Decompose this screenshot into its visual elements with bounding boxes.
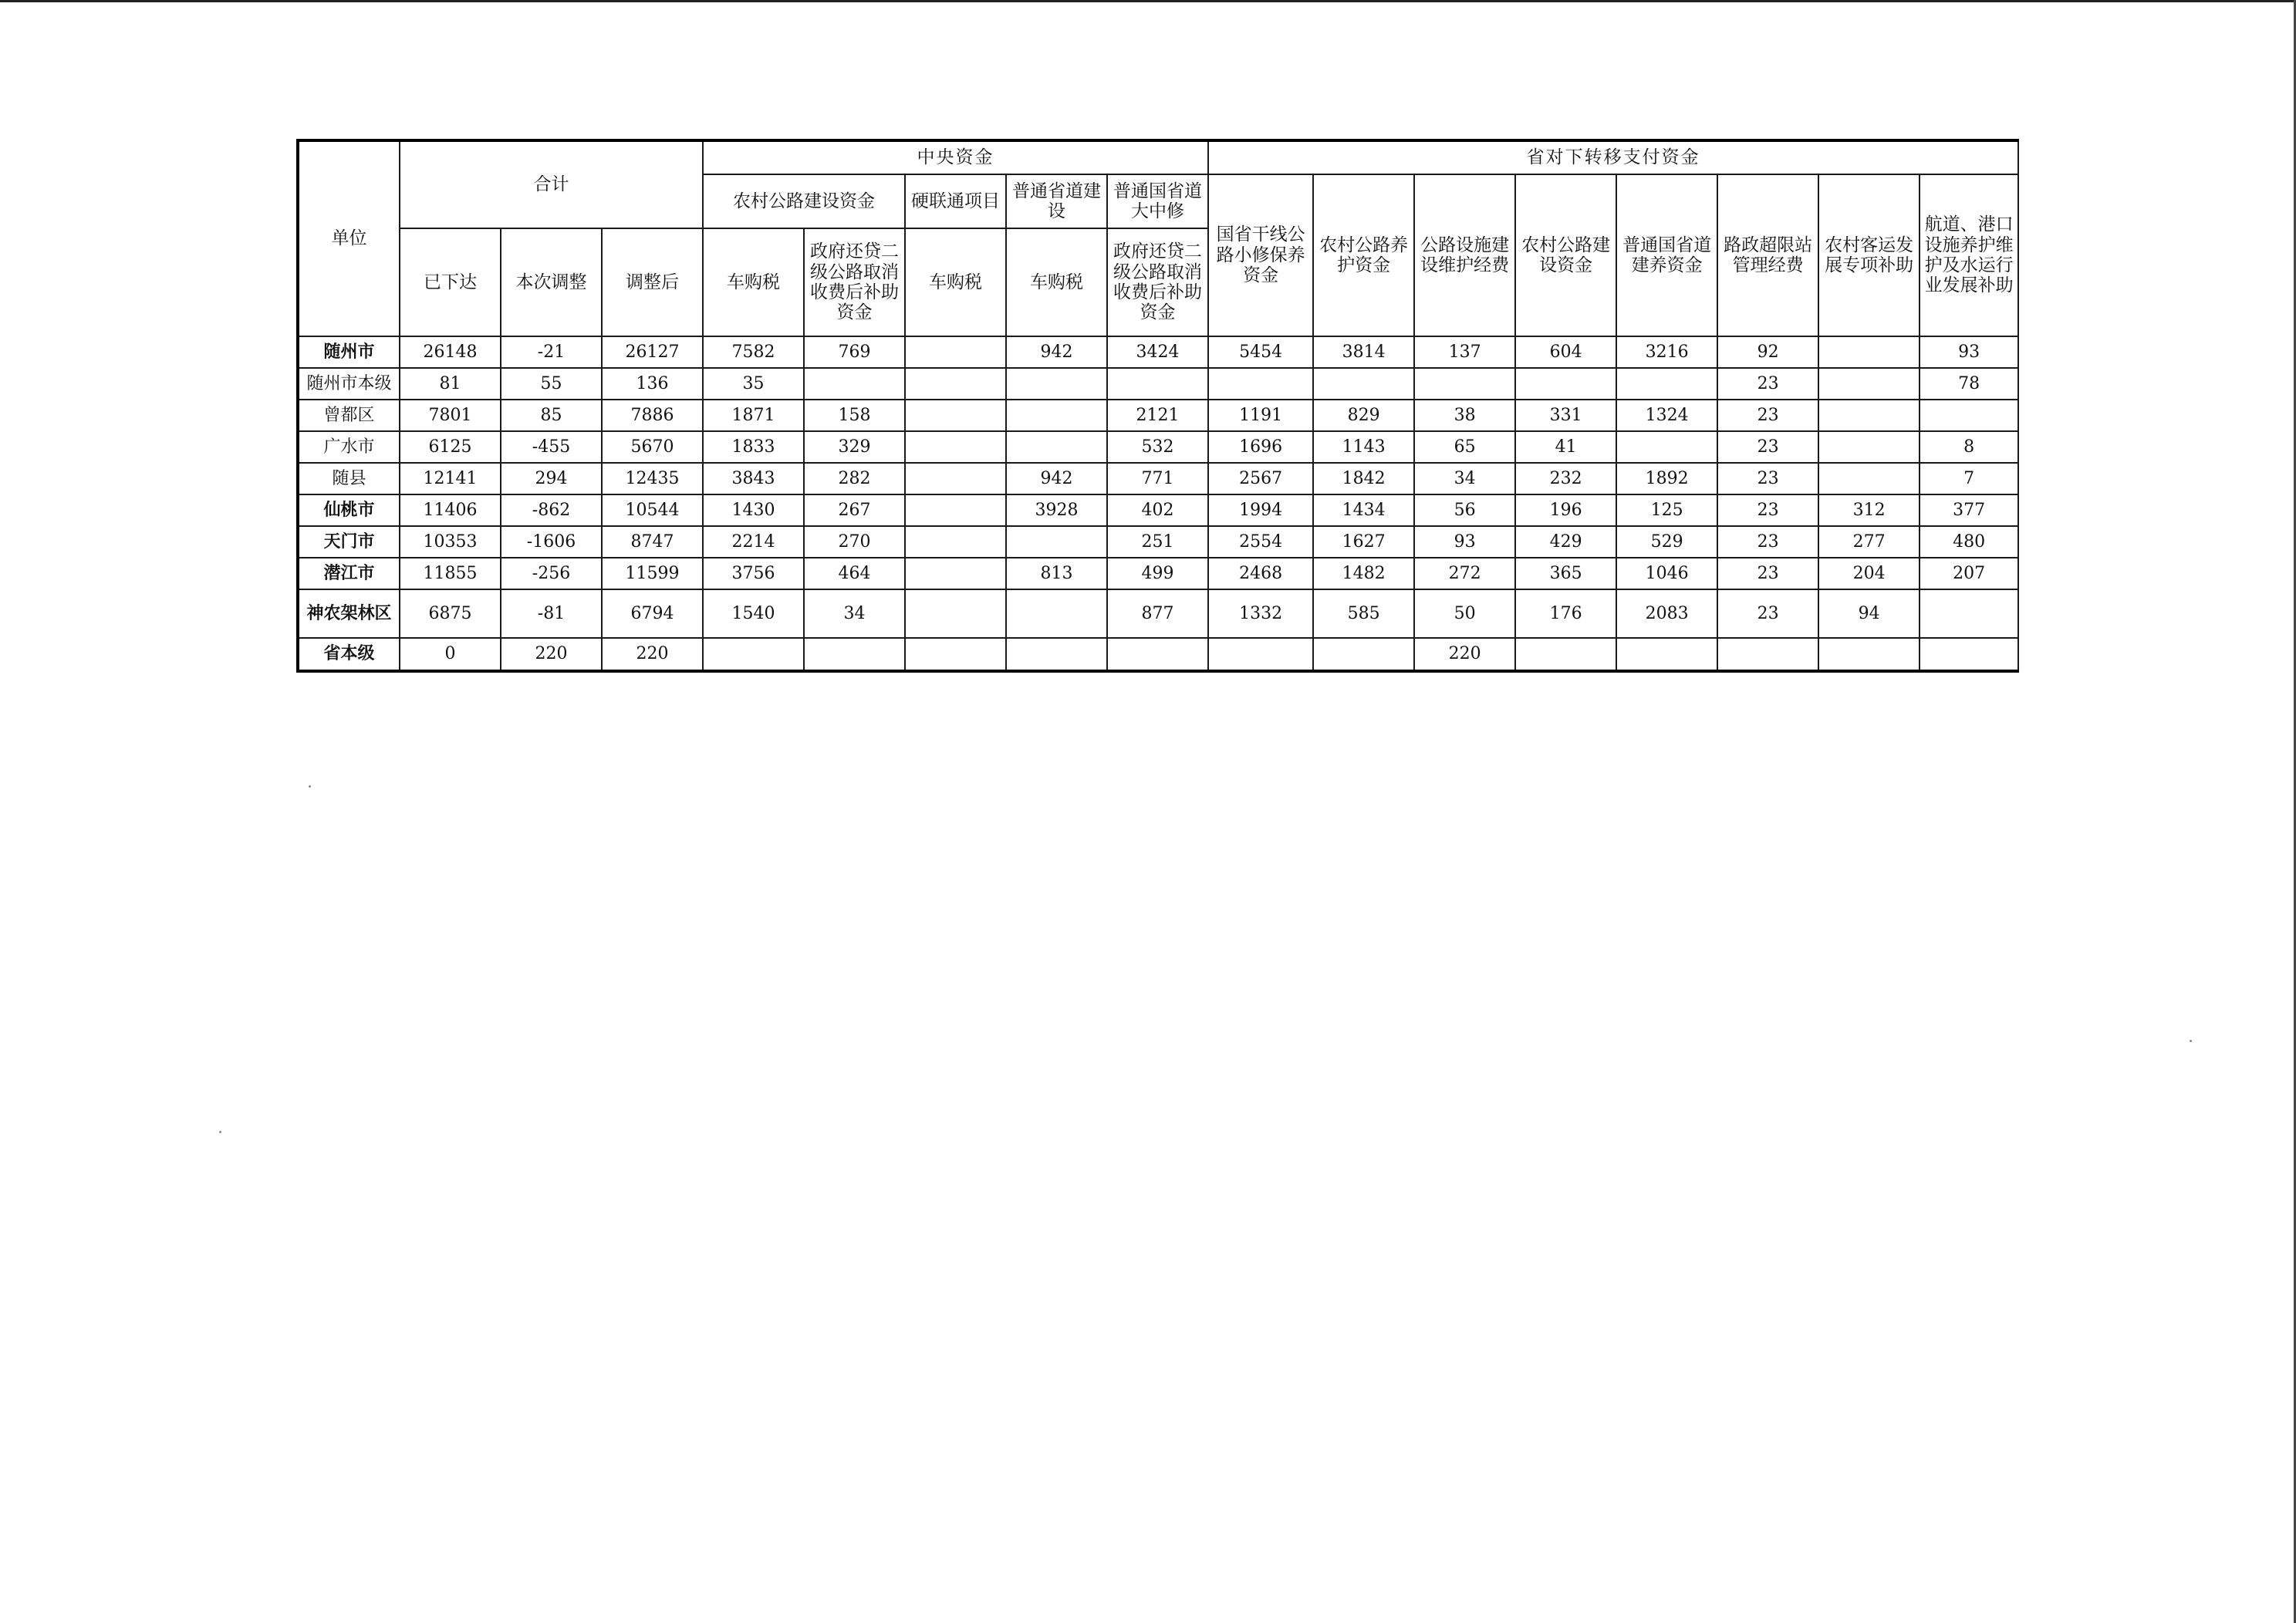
table-cell xyxy=(1920,638,2018,671)
table-cell: 429 xyxy=(1515,526,1616,558)
table-cell: 12435 xyxy=(602,463,703,494)
table-cell: 23 xyxy=(1717,368,1818,400)
table-cell: 176 xyxy=(1515,589,1616,638)
table-cell xyxy=(1208,638,1313,671)
table-cell: 1046 xyxy=(1616,558,1717,589)
table-cell: 5670 xyxy=(602,431,703,463)
table-cell xyxy=(1818,638,1920,671)
table-cell: 480 xyxy=(1920,526,2018,558)
header-provincial-vehicle-tax: 车购税 xyxy=(1006,228,1107,336)
header-national-loan-subsidy: 政府还贷二级公路取消收费后补助资金 xyxy=(1107,228,1208,336)
table-cell: 829 xyxy=(1313,400,1414,431)
row-unit-name: 随州市本级 xyxy=(298,368,400,400)
table-cell: 12141 xyxy=(400,463,501,494)
table-cell xyxy=(1616,431,1717,463)
header-road-facility-maintenance: 公路设施建设维护经费 xyxy=(1414,174,1515,336)
table-cell xyxy=(804,638,905,671)
table-cell: 1191 xyxy=(1208,400,1313,431)
table-cell: 38 xyxy=(1414,400,1515,431)
table-cell: 6125 xyxy=(400,431,501,463)
row-unit-name: 天门市 xyxy=(298,526,400,558)
table-cell: 769 xyxy=(804,336,905,368)
table-cell xyxy=(804,368,905,400)
scan-edge-top xyxy=(0,0,2296,2)
table-row xyxy=(298,400,2018,431)
row-unit-name: 广水市 xyxy=(298,431,400,463)
table-cell: 7582 xyxy=(703,336,804,368)
table-cell: 331 xyxy=(1515,400,1616,431)
table-cell: 23 xyxy=(1717,589,1818,638)
table-cell xyxy=(905,463,1006,494)
table-cell xyxy=(1006,431,1107,463)
table-row xyxy=(298,638,2018,671)
table-cell: 5454 xyxy=(1208,336,1313,368)
table-cell: 1332 xyxy=(1208,589,1313,638)
table-cell xyxy=(905,431,1006,463)
table-cell xyxy=(1818,336,1920,368)
row-unit-name: 省本级 xyxy=(298,638,400,671)
table-cell: 11406 xyxy=(400,494,501,526)
table-cell: 3928 xyxy=(1006,494,1107,526)
table-cell: 10353 xyxy=(400,526,501,558)
table-cell: -455 xyxy=(501,431,602,463)
table-cell xyxy=(1107,638,1208,671)
table-cell: 2554 xyxy=(1208,526,1313,558)
table-cell xyxy=(905,336,1006,368)
table-cell: 1324 xyxy=(1616,400,1717,431)
table-cell: 2567 xyxy=(1208,463,1313,494)
table-cell: -862 xyxy=(501,494,602,526)
table-row xyxy=(298,526,2018,558)
header-province-transfer-funds: 省对下转移支付资金 xyxy=(1208,140,2018,174)
fund-allocation-table xyxy=(296,139,2019,673)
header-rural-road-construction: 农村公路建设资金 xyxy=(703,174,905,228)
table-cell: 1842 xyxy=(1313,463,1414,494)
table-row xyxy=(298,589,2018,638)
header-issued: 已下达 xyxy=(400,228,501,336)
header-central-funds: 中央资金 xyxy=(703,140,1208,174)
table-cell: 1482 xyxy=(1313,558,1414,589)
table-cell xyxy=(1313,638,1414,671)
table-cell: 3756 xyxy=(703,558,804,589)
table-cell xyxy=(1920,589,2018,638)
table-cell xyxy=(1313,368,1414,400)
table-cell: 2121 xyxy=(1107,400,1208,431)
table-cell xyxy=(1006,526,1107,558)
table-cell xyxy=(905,589,1006,638)
table-cell xyxy=(1515,638,1616,671)
table-cell: 267 xyxy=(804,494,905,526)
header-overload-station-funds: 路政超限站管理经费 xyxy=(1717,174,1818,336)
table-cell: 50 xyxy=(1414,589,1515,638)
table-cell xyxy=(1818,368,1920,400)
table-cell: 270 xyxy=(804,526,905,558)
table-cell: 1540 xyxy=(703,589,804,638)
table-cell: 329 xyxy=(804,431,905,463)
table-cell: 1696 xyxy=(1208,431,1313,463)
header-rural-loan-subsidy: 政府还贷二级公路取消收费后补助资金 xyxy=(804,228,905,336)
table-cell xyxy=(905,638,1006,671)
header-national-road-maintenance: 普通国省道建养资金 xyxy=(1616,174,1717,336)
table-cell: 23 xyxy=(1717,494,1818,526)
table-cell: 1434 xyxy=(1313,494,1414,526)
table-cell: 94 xyxy=(1818,589,1920,638)
table-cell: 942 xyxy=(1006,336,1107,368)
table-cell: 464 xyxy=(804,558,905,589)
table-cell: 23 xyxy=(1717,431,1818,463)
table-cell xyxy=(1818,463,1920,494)
table-cell: 125 xyxy=(1616,494,1717,526)
table-cell: 1430 xyxy=(703,494,804,526)
table-cell: -81 xyxy=(501,589,602,638)
table-cell: 81 xyxy=(400,368,501,400)
table-cell xyxy=(1107,368,1208,400)
row-unit-name: 神农架林区 xyxy=(298,589,400,638)
table-cell: 529 xyxy=(1616,526,1717,558)
table-cell: 10544 xyxy=(602,494,703,526)
table-cell: 7886 xyxy=(602,400,703,431)
scan-speck xyxy=(219,1131,221,1133)
table-cell: 1833 xyxy=(703,431,804,463)
table-cell: 377 xyxy=(1920,494,2018,526)
table-row xyxy=(298,336,2018,368)
table-cell: 3814 xyxy=(1313,336,1414,368)
table-cell: 294 xyxy=(501,463,602,494)
table-cell xyxy=(905,558,1006,589)
table-cell: 771 xyxy=(1107,463,1208,494)
table-cell: 7 xyxy=(1920,463,2018,494)
table-cell: 6875 xyxy=(400,589,501,638)
scan-speck xyxy=(309,785,311,788)
header-rural-bus-subsidy: 农村客运发展专项补助 xyxy=(1818,174,1920,336)
header-total: 合计 xyxy=(400,140,703,228)
table-row xyxy=(298,558,2018,589)
table-cell xyxy=(905,494,1006,526)
table-row xyxy=(298,368,2018,400)
table-cell: 23 xyxy=(1717,400,1818,431)
table-cell: -1606 xyxy=(501,526,602,558)
table-cell: 136 xyxy=(602,368,703,400)
table-cell: 1143 xyxy=(1313,431,1414,463)
table-cell: 65 xyxy=(1414,431,1515,463)
table-cell: 8 xyxy=(1920,431,2018,463)
table-cell: 207 xyxy=(1920,558,2018,589)
table-cell: 277 xyxy=(1818,526,1920,558)
table-cell: 220 xyxy=(1414,638,1515,671)
row-unit-name: 曾都区 xyxy=(298,400,400,431)
header-hard-link-project: 硬联通项目 xyxy=(905,174,1006,228)
header-general-provincial-road: 普通省道建设 xyxy=(1006,174,1107,228)
table-cell: 11855 xyxy=(400,558,501,589)
table-cell: 7801 xyxy=(400,400,501,431)
header-general-national-repair: 普通国省道大中修 xyxy=(1107,174,1208,228)
table-cell: 3424 xyxy=(1107,336,1208,368)
table-cell: 220 xyxy=(602,638,703,671)
table-cell: 532 xyxy=(1107,431,1208,463)
table-cell: 813 xyxy=(1006,558,1107,589)
table-cell: 251 xyxy=(1107,526,1208,558)
table-cell: 137 xyxy=(1414,336,1515,368)
table-row xyxy=(298,463,2018,494)
table-cell: 85 xyxy=(501,400,602,431)
table-cell: 92 xyxy=(1717,336,1818,368)
table-cell: 11599 xyxy=(602,558,703,589)
table-cell: 1871 xyxy=(703,400,804,431)
header-rural-road-construction-prov: 农村公路建设资金 xyxy=(1515,174,1616,336)
table-cell: 585 xyxy=(1313,589,1414,638)
table-cell xyxy=(1208,368,1313,400)
table-cell: 0 xyxy=(400,638,501,671)
table-cell xyxy=(1414,368,1515,400)
table-cell: 1627 xyxy=(1313,526,1414,558)
table-cell xyxy=(1515,368,1616,400)
table-cell xyxy=(1818,400,1920,431)
row-unit-name: 随县 xyxy=(298,463,400,494)
header-waterway-port-subsidy: 航道、港口设施养护维护及水运行业发展补助 xyxy=(1920,174,2018,336)
table-cell: 23 xyxy=(1717,558,1818,589)
table-cell: 3843 xyxy=(703,463,804,494)
table-cell: 23 xyxy=(1717,526,1818,558)
table-cell: 282 xyxy=(804,463,905,494)
scan-speck xyxy=(2190,1040,2192,1042)
table-cell: 204 xyxy=(1818,558,1920,589)
table-cell: 23 xyxy=(1717,463,1818,494)
table-cell: 158 xyxy=(804,400,905,431)
table-cell: 877 xyxy=(1107,589,1208,638)
table-cell xyxy=(1920,400,2018,431)
header-rural-vehicle-tax: 车购税 xyxy=(703,228,804,336)
row-unit-name: 仙桃市 xyxy=(298,494,400,526)
table-cell: 41 xyxy=(1515,431,1616,463)
table-cell: 1892 xyxy=(1616,463,1717,494)
table-cell: 93 xyxy=(1920,336,2018,368)
table-cell: 499 xyxy=(1107,558,1208,589)
header-hard-link-vehicle-tax: 车购税 xyxy=(905,228,1006,336)
table-cell: 56 xyxy=(1414,494,1515,526)
table-row xyxy=(298,494,2018,526)
table-cell: -256 xyxy=(501,558,602,589)
header-adjustment: 本次调整 xyxy=(501,228,602,336)
table-cell xyxy=(703,638,804,671)
row-unit-name: 随州市 xyxy=(298,336,400,368)
table-cell xyxy=(1818,431,1920,463)
table-cell: 26127 xyxy=(602,336,703,368)
table-cell: 2083 xyxy=(1616,589,1717,638)
header-rural-road-maintenance: 农村公路养护资金 xyxy=(1313,174,1414,336)
table-cell: 1994 xyxy=(1208,494,1313,526)
table-cell xyxy=(905,368,1006,400)
table-cell: 93 xyxy=(1414,526,1515,558)
header-trunk-road-maintenance: 国省干线公路小修保养资金 xyxy=(1208,174,1313,336)
table-cell xyxy=(1006,638,1107,671)
table-cell: 232 xyxy=(1515,463,1616,494)
table-cell: 196 xyxy=(1515,494,1616,526)
row-unit-name: 潜江市 xyxy=(298,558,400,589)
table-cell xyxy=(1717,638,1818,671)
table-cell xyxy=(905,400,1006,431)
table-cell: 55 xyxy=(501,368,602,400)
table-cell: 26148 xyxy=(400,336,501,368)
table-cell: 78 xyxy=(1920,368,2018,400)
table-cell: 2468 xyxy=(1208,558,1313,589)
table-cell: 365 xyxy=(1515,558,1616,589)
table-cell: 35 xyxy=(703,368,804,400)
table-cell: 942 xyxy=(1006,463,1107,494)
table-cell: 3216 xyxy=(1616,336,1717,368)
table-cell: 8747 xyxy=(602,526,703,558)
table-cell xyxy=(1006,368,1107,400)
table-cell: 604 xyxy=(1515,336,1616,368)
table-cell xyxy=(1616,368,1717,400)
table-cell: 34 xyxy=(804,589,905,638)
table-cell: 402 xyxy=(1107,494,1208,526)
table-cell xyxy=(905,526,1006,558)
table-cell xyxy=(1006,589,1107,638)
table-cell: 272 xyxy=(1414,558,1515,589)
table-row xyxy=(298,431,2018,463)
table-cell xyxy=(1006,400,1107,431)
table-cell: 2214 xyxy=(703,526,804,558)
table-cell: 312 xyxy=(1818,494,1920,526)
table-cell: 34 xyxy=(1414,463,1515,494)
header-after-adjustment: 调整后 xyxy=(602,228,703,336)
table-cell: -21 xyxy=(501,336,602,368)
table-cell xyxy=(1616,638,1717,671)
table-cell: 220 xyxy=(501,638,602,671)
header-unit: 单位 xyxy=(298,140,400,336)
table-cell: 6794 xyxy=(602,589,703,638)
